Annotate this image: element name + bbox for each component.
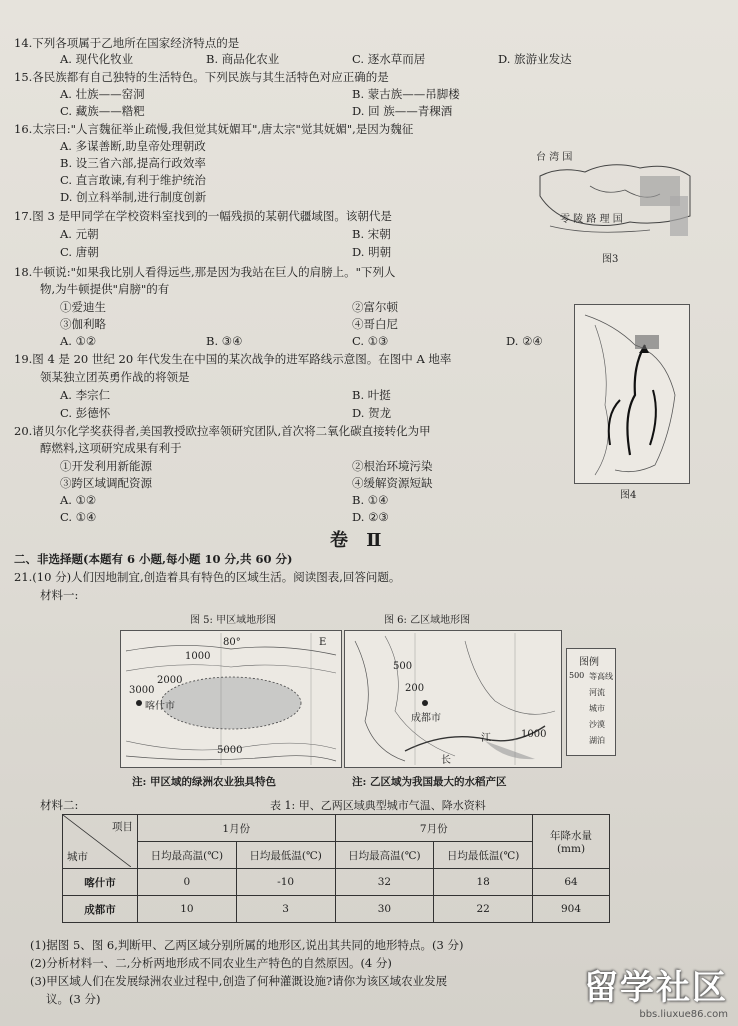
watermark-url: bbs.liuxue86.com: [639, 1009, 728, 1020]
q18-stem-line-1: 18.牛顿说:"如果我比别人看得远些,那是因为我站在巨人的肩膀上。"下列人: [14, 265, 396, 279]
watermark-logo-text: 留学社区: [584, 968, 728, 1008]
site-watermark: [584, 960, 728, 1020]
table-header-city: 城市: [67, 851, 88, 863]
q20-option-c: C. ①④: [60, 510, 97, 524]
q20-item-1: ①开发利用新能源: [60, 459, 152, 473]
figure-6-contour-500: 500: [393, 661, 413, 672]
q16-option-d: D. 创立科举制,进行制度创新: [60, 190, 207, 204]
table-row: [63, 869, 610, 896]
figure-4-caption: 图4: [620, 490, 637, 501]
q18-item-3: ③伽利略: [60, 317, 106, 331]
table-1-title: 表 1: 甲、乙两区域典型城市气温、降水资料: [270, 799, 486, 812]
table-sub-jan-low: 日均最低温(℃): [236, 842, 335, 869]
figure-4-drawing: [575, 305, 689, 483]
figure-5-longitude-e: E: [319, 637, 327, 648]
figure-3-caption: 图3: [602, 254, 619, 265]
figure-6-drawing: [345, 631, 561, 767]
q14-stem: 14.下列各项属于乙地所在国家经济特点的是: [14, 36, 240, 50]
sub-question-1: (1)据图 5、图 6,判断甲、乙两区域分别所属的地形区,说出其共同的地形特点。(3 分): [30, 938, 464, 952]
table-sub-jan-high: 日均最高温(℃): [138, 842, 237, 869]
legend-lake: 湖泊: [589, 736, 605, 745]
figure-6-contour-1000: 1000: [521, 729, 547, 740]
figure-5-contour-2000: 2000: [157, 675, 183, 686]
material-two-label: 材料二:: [40, 798, 79, 812]
q17-option-a: A. 元朝: [60, 227, 99, 241]
sub-question-3: (3)甲区域人们在发展绿洲农业过程中,创造了何种灌溉设施?请你为该区域农业发展: [30, 974, 448, 988]
legend-city: 城市: [589, 704, 605, 713]
q19-option-d: D. 贺龙: [352, 406, 392, 420]
q17-option-c: C. 唐朝: [60, 245, 99, 259]
sub-question-3-cont: 议。(3 分): [46, 992, 101, 1006]
q15-option-d: D. 回 族——青稞酒: [352, 104, 453, 118]
figure-5-title: 图 5: 甲区域地形图: [190, 615, 277, 626]
q19-option-c: C. 彭德怀: [60, 406, 111, 420]
table-corner-cell: [63, 815, 138, 869]
q20-item-4: ④缓解资源短缺: [352, 476, 433, 490]
figure-5-map: [120, 630, 342, 768]
q18-option-b: B. ③④: [206, 334, 243, 348]
q18-option-a: A. ①②: [60, 334, 97, 348]
table-header-rain-unit: (mm): [556, 843, 586, 855]
q17-option-d: D. 明朝: [352, 245, 392, 259]
q15-option-a: A. 壮族——窑洞: [60, 87, 145, 101]
q18-stem-line-2: 物,为牛顿提供"肩膀"的有: [40, 282, 170, 296]
table-cell: 0: [138, 869, 237, 896]
legend-desert: 沙漠: [589, 720, 605, 729]
q20-item-3: ③跨区域调配资源: [60, 476, 152, 490]
q15-stem: 15.各民族都有自己独特的生活特色。下列民族与其生活特色对应正确的是: [14, 70, 389, 84]
legend-title: 图例: [579, 657, 599, 668]
table-header-item: 项目: [112, 821, 133, 833]
part-two-heading: 二、非选择题(本题有 6 小题,每小题 10 分,共 60 分): [14, 552, 293, 566]
table-sub-jul-high: 日均最高温(℃): [335, 842, 434, 869]
q18-option-d: D. ②④: [506, 334, 543, 348]
q16-option-a: A. 多谋善断,助皇帝处理朝政: [60, 139, 206, 153]
figure-6-river-label: 长: [441, 755, 451, 766]
figure-3-map: [530, 146, 706, 242]
material-one-label: 材料一:: [40, 588, 79, 602]
figure-5-contour-1000: 1000: [185, 651, 211, 662]
q14-option-d: D. 旅游业发达: [498, 52, 572, 66]
table-header-rain: [533, 815, 610, 869]
figure-3-label-1: 台 湾 国: [536, 152, 573, 163]
q20-stem-line-1: 20.诸贝尔化学奖获得者,美国教授欧拉率领研究团队,首次将二氧化碳直接转化为甲: [14, 424, 431, 438]
q14-option-b: B. 商品化农业: [206, 52, 280, 66]
figure-6-title: 图 6: 乙区域地形图: [384, 615, 471, 626]
q19-option-a: A. 李宗仁: [60, 388, 111, 402]
legend-river: 河流: [589, 688, 605, 697]
table-header-jul: 7月份: [335, 815, 533, 842]
legend-contour: 等高线: [589, 672, 613, 681]
figure-6-map: [344, 630, 562, 768]
q19-stem-line-1: 19.图 4 是 20 世纪 20 年代发生在中国的某次战争的进军路线示意图。在图中 A 地率: [14, 352, 452, 366]
table-cell: 32: [335, 869, 434, 896]
table-cell: 30: [335, 896, 434, 923]
figure-6-contour-200: 200: [405, 683, 425, 694]
climate-table: [62, 814, 610, 923]
table-cell-city: 成都市: [63, 896, 138, 923]
q20-item-2: ②根治环境污染: [352, 459, 433, 473]
q20-option-d: D. ②③: [352, 510, 389, 524]
q19-stem-line-2: 领某独立团英勇作战的将领是: [40, 370, 190, 384]
q20-stem-line-2: 醇燃料,这项研究成果有利于: [40, 441, 182, 455]
table-cell: -10: [236, 869, 335, 896]
table-cell: 22: [434, 896, 533, 923]
q14-option-c: C. 逐水草而居: [352, 52, 426, 66]
table-subheader-row: [63, 842, 610, 869]
table-header-rain-label: 年降水量: [550, 830, 592, 842]
table-cell: 18: [434, 869, 533, 896]
figure-5-contour-3000: 3000: [129, 685, 155, 696]
figure-5-longitude: 80°: [223, 637, 241, 648]
q17-stem: 17.图 3 是甲同学在学校资料室找到的一幅残损的某朝代疆域图。该朝代是: [14, 209, 392, 223]
q16-stem: 16.太宗曰:"人言魏征举止疏慢,我但觉其妩媚耳",唐太宗"觉其妩媚",是因为魏征: [14, 122, 414, 136]
q16-option-c: C. 直言敢谏,有利于维护统治: [60, 173, 206, 187]
table-cell: 3: [236, 896, 335, 923]
table-cell-city: 喀什市: [63, 869, 138, 896]
figure-6-note: 注: 乙区域为我国最大的水稻产区: [352, 776, 507, 788]
legend-contour-value: 500: [569, 671, 585, 680]
q17-option-b: B. 宋朝: [352, 227, 391, 241]
figure-6-city-chengdu: 成都市: [411, 713, 441, 724]
table-row: [63, 896, 610, 923]
figure-3-label-2: 零 陵 路 理 国: [560, 214, 623, 225]
figure-5-note: 注: 甲区域的绿洲农业独具特色: [132, 776, 277, 788]
table-header-jan: 1月份: [138, 815, 336, 842]
table-sub-jul-low: 日均最低温(℃): [434, 842, 533, 869]
q14-option-a: A. 现代化牧业: [60, 52, 134, 66]
figure-6-river-label-2: 江: [481, 733, 491, 744]
figure-5-city-kashgar: 喀什市: [145, 701, 175, 712]
q20-option-b: B. ①④: [352, 493, 389, 507]
q19-option-b: B. 叶挺: [352, 388, 391, 402]
q16-option-b: B. 设三省六部,提高行政效率: [60, 156, 206, 170]
table-cell: 64: [533, 869, 610, 896]
table-cell: 904: [533, 896, 610, 923]
table-header-row: [63, 815, 610, 842]
q18-item-2: ②富尔顿: [352, 300, 398, 314]
q20-option-a: A. ①②: [60, 493, 97, 507]
q18-item-4: ④哥白尼: [352, 317, 398, 331]
figure-5-contour-5000: 5000: [217, 745, 243, 756]
figure-4-map: [574, 304, 690, 484]
q21-stem: 21.(10 分)人们因地制宜,创造着具有特色的区域生活。阅读图表,回答问题。: [14, 570, 401, 584]
q18-item-1: ①爱迪生: [60, 300, 106, 314]
q15-option-b: B. 蒙古族——吊脚楼: [352, 87, 460, 101]
q18-option-c: C. ①③: [352, 334, 389, 348]
table-cell: 10: [138, 896, 237, 923]
section-title: 卷 Ⅱ: [330, 530, 388, 551]
sub-question-2: (2)分析材料一、二,分析两地形成不同农业生产特色的自然原因。(4 分): [30, 956, 392, 970]
map-legend: [566, 648, 616, 756]
q15-option-c: C. 藏族——糌粑: [60, 104, 145, 118]
